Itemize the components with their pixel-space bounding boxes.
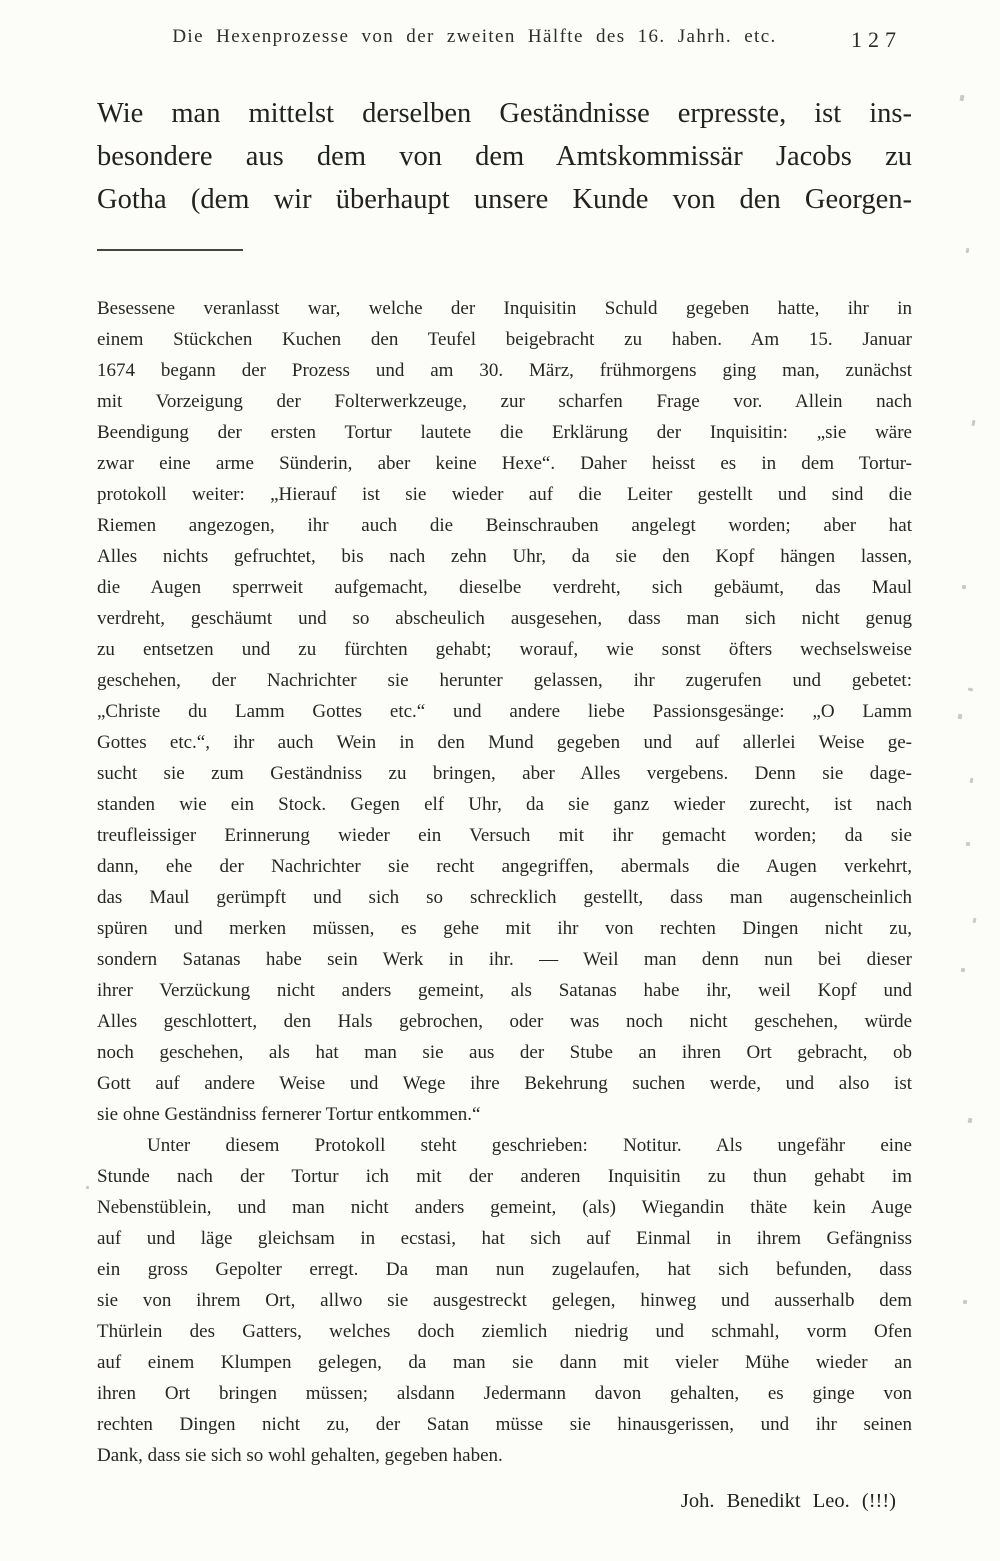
text-line: ein gross Gepolter erregt. Da man nun zugelaufen, hat sich befunden, dass (97, 1259, 912, 1280)
text-line: Beendigung der ersten Tortur lautete die Erklärung der Inquisitin: „sie wäre (97, 422, 912, 443)
text-line: zu entsetzen und zu fürchten gehabt; worauf, wie sonst öfters wechselsweise (97, 639, 912, 660)
text-line: Thürlein des Gatters, welches doch ziemlich niedrig und schmahl, vorm Ofen (97, 1321, 912, 1342)
text-line: sie ohne Geständniss fernerer Tortur entkommen.“ (97, 1104, 481, 1125)
text-line: protokoll weiter: „Hierauf ist sie wieder auf die Leiter gestellt und sind die (97, 484, 912, 505)
text-line: mit Vorzeigung der Folterwerkzeuge, zur scharfen Frage vor. Allein nach (97, 391, 912, 412)
text-line: Wie man mittelst derselben Geständnisse erpresste, ist ins- (97, 98, 912, 129)
text-line: Gotha (dem wir überhaupt unsere Kunde von den Georgen- (97, 184, 912, 215)
text-line: Besessene veranlasst war, welche der Inquisitin Schuld gegeben hatte, ihr in (97, 298, 912, 319)
text-line: sondern Satanas habe sein Werk in ihr. — Weil man denn nun bei dieser (97, 949, 912, 970)
text-line: standen wie ein Stock. Gegen elf Uhr, da sie ganz wieder zurecht, ist nach (97, 794, 912, 815)
text-line: sie von ihrem Ort, allwo sie ausgestreckt gelegen, hinweg und ausserhalb dem (97, 1290, 912, 1311)
text-line: 1674 begann der Prozess und am 30. März, frühmorgens ging man, zunächst (97, 360, 912, 381)
text-line: zwar eine arme Sünderin, aber keine Hexe“. Daher heisst es in dem Tortur- (97, 453, 912, 474)
text-line: Alles nichts gefruchtet, bis nach zehn Uhr, da sie den Kopf hängen lassen, (97, 546, 912, 567)
text-line: dann, ehe der Nachrichter sie recht angegriffen, abermals die Augen verkehrt, (97, 856, 912, 877)
main-paragraph (97, 92, 912, 221)
page-number: 127 (851, 27, 902, 52)
text-line: ihrer Verzückung nicht anders gemeint, als Satanas habe ihr, weil Kopf und (97, 980, 912, 1001)
footnote-separator-rule (97, 249, 243, 251)
text-line: geschehen, der Nachrichter sie herunter gelassen, ihr zugerufen und gebetet: (97, 670, 912, 691)
scan-artifact (962, 585, 967, 590)
footnote-paragraph-2 (97, 1130, 912, 1471)
text-line: ihren Ort bringen müssen; alsdann Jedermann davon gehalten, es ginge von (97, 1383, 912, 1404)
text-line: einem Stückchen Kuchen den Teufel beigebracht zu haben. Am 15. Januar (97, 329, 912, 350)
text-line: auf und läge gleichsam in ecstasi, hat sich auf Einmal in ihrem Gefängniss (97, 1228, 912, 1249)
text-line: das Maul gerümpft und sich so schrecklich gestellt, dass man augenscheinlich (97, 887, 912, 908)
footnote (97, 293, 912, 1517)
scan-artifact (86, 1186, 90, 1190)
text-line: spüren und merken müssen, es gehe mit ihr von rechten Dingen nicht zu, (97, 918, 912, 939)
text-line: rechten Dingen nicht zu, der Satan müsse sie hinausgerissen, und ihr seinen (97, 1414, 912, 1435)
text-line: auf einem Klumpen gelegen, da man sie dann mit vieler Mühe wieder an (97, 1352, 912, 1373)
scan-artifact (961, 968, 966, 973)
text-line: Gott auf andere Weise und Wege ihre Bekehrung suchen werde, und also ist (97, 1073, 912, 1094)
text-line: Alles geschlottert, den Hals gebrochen, oder was noch nicht geschehen, würde (97, 1011, 912, 1032)
footnote-paragraph-1 (97, 293, 912, 1130)
text-line: Stunde nach der Tortur ich mit der anderen Inquisitin zu thun gehabt im (97, 1166, 912, 1187)
text-line: „Christe du Lamm Gottes etc.“ und andere liebe Passionsgesänge: „O Lamm (97, 701, 912, 722)
text-line: Riemen angezogen, ihr auch die Beinschrauben angelegt worden; aber hat (97, 515, 912, 536)
text-line: Unter diesem Protokoll steht geschrieben: Notitur. Als ungefähr eine (147, 1135, 912, 1156)
text-line: noch geschehen, als hat man sie aus der Stube an ihren Ort gebracht, ob (97, 1042, 912, 1063)
text-line: die Augen sperrweit aufgemacht, dieselbe verdreht, sich gebäumt, das Maul (97, 577, 912, 598)
running-header (97, 26, 912, 62)
scan-artifact (966, 842, 971, 847)
footnote-signature: Joh. Benedikt Leo. (!!!) (680, 1490, 896, 1512)
text-line: Nebenstüblein, und man nicht anders gemeint, (als) Wiegandin thäte kein Auge (97, 1197, 912, 1218)
text-line: besondere aus dem von dem Amtskommissär Jacobs zu (97, 141, 912, 172)
text-line: verdreht, geschäumt und so abscheulich ausgesehen, dass man sich nicht genug (97, 608, 912, 629)
scan-artifact (963, 1300, 968, 1305)
running-title: Die Hexenprozesse von der zweiten Hälfte des 16. Jahrh. etc. (172, 26, 777, 47)
text-line: Dank, dass sie sich so wohl gehalten, gegeben haben. (97, 1445, 503, 1466)
text-line: Gottes etc.“, ihr auch Wein in den Mund gegeben und auf allerlei Weise ge- (97, 732, 912, 753)
text-line: treufleissiger Erinnerung wieder ein Versuch mit ihr gemacht worden; da sie (97, 825, 912, 846)
text-line: sucht sie zum Geständniss zu bringen, aber Alles vergebens. Denn sie dage- (97, 763, 912, 784)
